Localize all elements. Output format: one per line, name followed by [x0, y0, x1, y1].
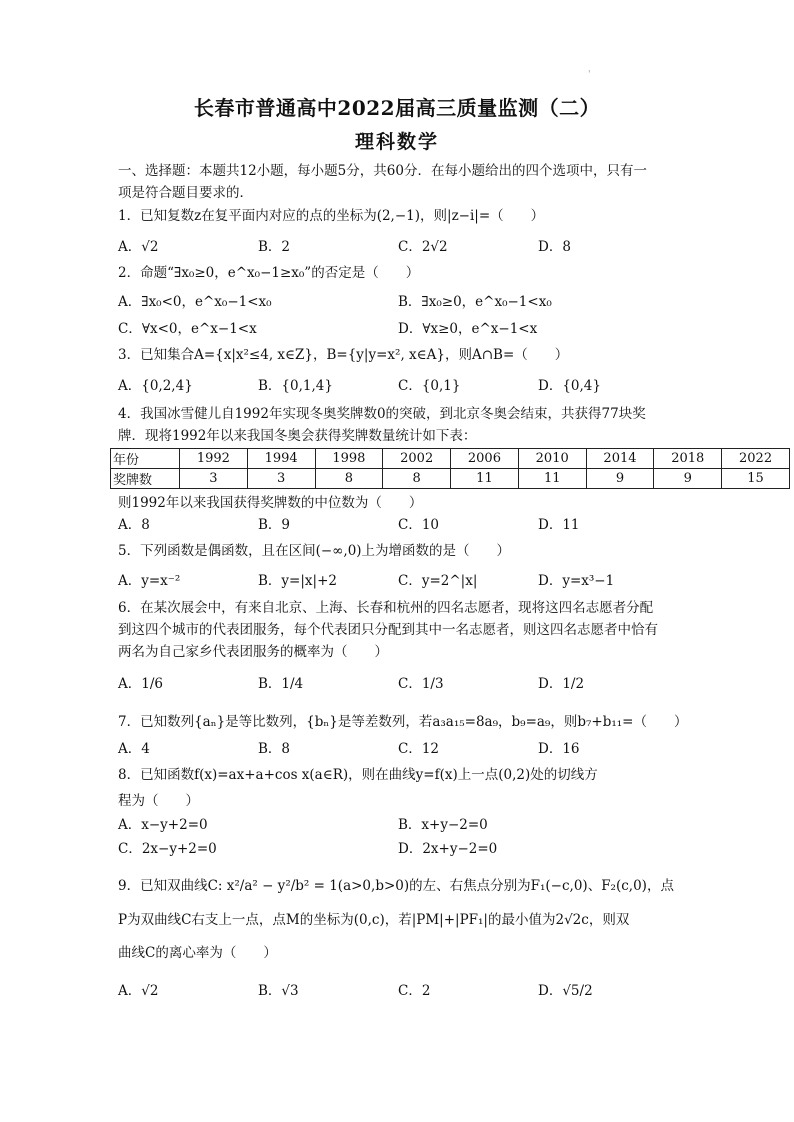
q4-option-b: B．9 — [258, 517, 291, 533]
q6-option-c: C．1/3 — [398, 676, 444, 692]
q5-option-d: D．y=x³−1 — [538, 573, 615, 589]
q2-option-d: D．∀x≥0，e^x−1<x — [398, 321, 538, 337]
q5-stem: 5．下列函数是偶函数，且在区间(−∞,0)上为增函数的是（ ） — [118, 543, 511, 559]
exam-title: 长春市普通高中2022届高三质量监测（二） — [193, 96, 601, 120]
q8-option-c: C．2x−y+2=0 — [118, 841, 217, 857]
q2-option-b: B．∃x₀≥0，e^x₀−1<x₀ — [398, 294, 552, 310]
q7-option-a: A．4 — [118, 741, 150, 757]
table-header-medals: 奖牌数 — [111, 469, 180, 489]
q4-stem-line1: 4．我国冰雪健儿自1992年实现冬奥奖牌数0的突破，到北京冬奥会结束，共获得77块奖 — [118, 406, 646, 422]
table-cell: 11 — [451, 469, 519, 489]
q8-stem-line2: 程为（ ） — [118, 793, 199, 809]
table-cell: 3 — [180, 469, 248, 489]
table-cell: 2002 — [383, 449, 451, 469]
table-cell: 1994 — [247, 449, 315, 469]
table-header-year: 年份 — [111, 449, 180, 469]
table-cell: 2014 — [586, 449, 654, 469]
q1-stem: 1．已知复数z在复平面内对应的点的坐标为(2,−1)，则|z−i|=（ ） — [118, 208, 545, 224]
q1-option-d: D．8 — [538, 239, 571, 255]
q7-option-d: D．16 — [538, 741, 580, 757]
q6-option-a: A．1/6 — [118, 676, 163, 692]
q6-option-d: D．1/2 — [538, 676, 585, 692]
q3-option-d: D．{0,4} — [538, 378, 601, 394]
q8-option-a: A．x−y+2=0 — [118, 817, 208, 833]
q3-option-b: B．{0,1,4} — [258, 378, 333, 394]
table-cell: 2006 — [451, 449, 519, 469]
q9-stem-line2: P为双曲线C右支上一点，点M的坐标为(0,c)，若|PM|+|PF₁|的最小值为2√2c，则双 — [118, 912, 630, 928]
page-mark: ' — [588, 70, 591, 80]
q7-stem: 7．已知数列{aₙ}是等比数列，{bₙ}是等差数列，若a₃a₁₅=8a₉，b₉=a₉，则b₇+b₁₁=（ ） — [118, 714, 688, 730]
q6-stem-line1: 6．在某次展会中，有来自北京、上海、长春和杭州的四名志愿者，现将这四名志愿者分配 — [118, 600, 654, 616]
q9-option-c: C．2 — [398, 983, 431, 999]
table-cell: 2010 — [518, 449, 586, 469]
q3-option-a: A．{0,2,4} — [118, 378, 193, 394]
table-cell: 2022 — [722, 449, 790, 469]
section-instructions-line1: 一、选择题：本题共12小题，每小题5分，共60分．在每小题给出的四个选项中，只有一 — [118, 163, 647, 179]
q6-stem-line3: 两名为自己家乡代表团服务的概率为（ ） — [118, 644, 388, 660]
q1-option-a: A．√2 — [118, 239, 159, 255]
table-cell: 8 — [315, 469, 383, 489]
q6-option-b: B．1/4 — [258, 676, 304, 692]
table-cell: 1998 — [315, 449, 383, 469]
q5-option-b: B．y=|x|+2 — [258, 573, 337, 589]
q8-option-b: B．x+y−2=0 — [398, 817, 488, 833]
q6-stem-line2: 到这四个城市的代表团服务，每个代表团只分配到其中一名志愿者，则这四名志愿者中恰有 — [118, 622, 658, 638]
q5-option-a: A．y=x⁻² — [118, 573, 181, 589]
q9-stem-line3: 曲线C的离心率为（ ） — [118, 945, 277, 961]
q1-option-b: B．2 — [258, 239, 291, 255]
q2-option-a: A．∃x₀<0，e^x₀−1<x₀ — [118, 294, 272, 310]
table-cell: 3 — [247, 469, 315, 489]
q2-stem: 2．命题“∃x₀≥0，e^x₀−1≥x₀”的否定是（ ） — [118, 265, 420, 281]
q7-option-c: C．12 — [398, 741, 440, 757]
table-cell: 9 — [654, 469, 722, 489]
exam-subtitle: 理科数学 — [354, 131, 439, 153]
table-cell: 15 — [722, 469, 790, 489]
q3-stem: 3．已知集合A={x|x²≤4, x∈Z}，B={y|y=x², x∈A}，则A∩B=（ ） — [118, 347, 569, 363]
q8-stem-line1: 8．已知函数f(x)=ax+a+cos x(a∈R)，则在曲线y=f(x)上一点(0,2)处的切线方 — [118, 767, 598, 783]
table-cell: 2018 — [654, 449, 722, 469]
table-cell: 9 — [586, 469, 654, 489]
q9-stem-line1: 9．已知双曲线C: x²/a² − y²/b² = 1(a>0,b>0)的左、右焦点分别为F₁(−c,0)、F₂(c,0)，点 — [118, 878, 674, 894]
q4-option-a: A．8 — [118, 517, 150, 533]
q4-option-c: C．10 — [398, 517, 440, 533]
q1-option-c: C．2√2 — [398, 239, 448, 255]
q4-question: 则1992年以来我国获得奖牌数的中位数为（ ） — [118, 495, 423, 511]
q9-option-b: B．√3 — [258, 983, 299, 999]
section-instructions-line2: 项是符合题目要求的． — [118, 185, 253, 201]
q5-option-c: C．y=2^|x| — [398, 573, 478, 589]
q3-option-c: C．{0,1} — [398, 378, 461, 394]
q8-option-d: D．2x+y−2=0 — [398, 841, 498, 857]
table-cell: 1992 — [180, 449, 248, 469]
q2-option-c: C．∀x<0，e^x−1<x — [118, 321, 257, 337]
q9-option-d: D．√5/2 — [538, 983, 593, 999]
q4-stem-line2: 牌．现将1992年以来我国冬奥会获得奖牌数量统计如下表： — [118, 428, 477, 444]
q9-option-a: A．√2 — [118, 983, 159, 999]
table-cell: 8 — [383, 469, 451, 489]
medal-table — [110, 448, 790, 489]
q4-option-d: D．11 — [538, 517, 580, 533]
table-row — [111, 469, 790, 489]
table-cell: 11 — [518, 469, 586, 489]
table-row — [111, 449, 790, 469]
q7-option-b: B．8 — [258, 741, 291, 757]
